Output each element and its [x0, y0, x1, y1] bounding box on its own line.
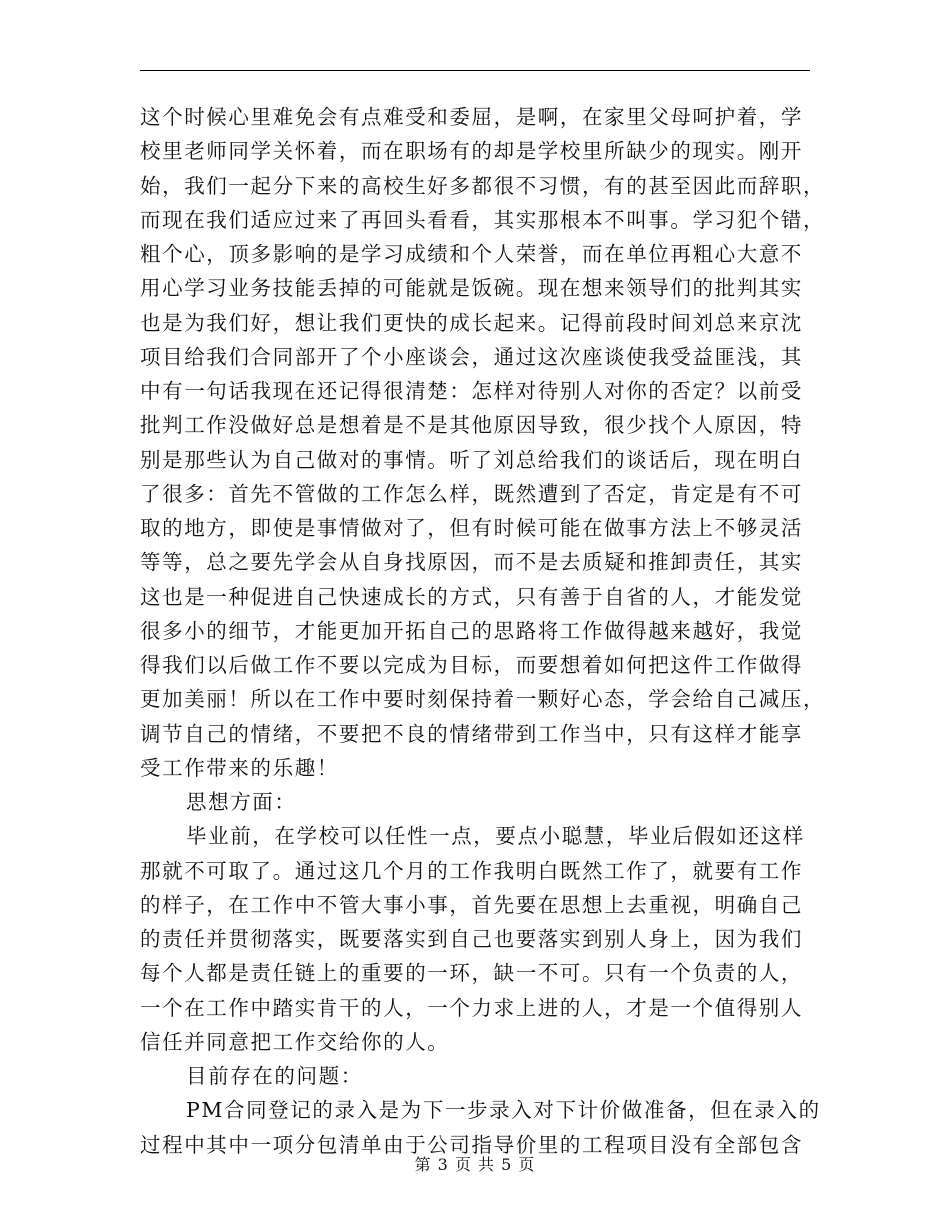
- text-line: 毕业前，在学校可以任性一点，要点小聪慧，毕业后假如还这样: [186, 824, 805, 849]
- text-line: 很多小的细节，才能更加开拓自己的思路将工作做得越来越好，我觉: [140, 618, 803, 643]
- page-footer: 第 3 页 共 5 页: [414, 1155, 536, 1174]
- text-line: 取的地方，即使是事情做对了，但有时候可能在做事方法上不够灵活: [140, 516, 803, 540]
- text-line: PM合同登记的录入是为下一步录入对下计价做准备，但在录入的: [186, 1098, 821, 1123]
- text-line: 思想方面：: [186, 790, 297, 814]
- text-line: 粗个心，顶多影响的是学习成绩和个人荣誉，而在单位再粗心大意不: [140, 242, 803, 266]
- text-line: 了很多：首先不管做的工作怎么样，既然遭到了否定，肯定是有不可: [140, 481, 803, 506]
- text-line: 项目给我们合同部开了个小座谈会，通过这次座谈使我受益匪浅，其: [140, 344, 803, 369]
- text-line: 更加美丽！所以在工作中要时刻保持着一颗好心态，学会给自己减压，: [140, 687, 826, 712]
- text-line: 这也是一种促进自己快速成长的方式，只有善于自省的人，才能发觉: [140, 584, 803, 609]
- text-line: 而现在我们适应过来了再回头看看，其实那根本不叫事。学习犯个错，: [140, 207, 826, 232]
- text-line: 那就不可取了。通过这几个月的工作我明白既然工作了，就要有工作: [140, 858, 803, 883]
- text-line: 别是那些认为自己做对的事情。听了刘总给我们的谈话后，现在明白: [140, 447, 803, 472]
- text-line: 始，我们一起分下来的高校生好多都很不习惯，有的甚至因此而辞职，: [140, 173, 826, 198]
- text-line: 中有一句话我现在还记得很清楚：怎样对待别人对你的否定？以前受: [140, 379, 803, 403]
- body-text: [140, 100, 826, 1162]
- text-line: 也是为我们好，想让我们更快的成长起来。记得前段时间刘总来京沈: [140, 310, 803, 335]
- text-line: 一个在工作中踏实肯干的人，一个力求上进的人，才是一个值得别人: [140, 995, 803, 1020]
- header-rule: [140, 70, 810, 71]
- text-line: 信任并同意把工作交给你的人。: [140, 1029, 450, 1054]
- text-line: 等等，总之要先学会从自身找原因，而不是去质疑和推卸责任，其实: [140, 550, 803, 575]
- text-line: 用心学习业务技能丢掉的可能就是饭碗。现在想来领导们的批判其实: [140, 276, 803, 301]
- text-line: 批判工作没做好总是想着是不是其他原因导致，很少找个人原因，特: [140, 413, 803, 438]
- text-line: 的样子，在工作中不管大事小事，首先要在思想上去重视，明确自己: [140, 892, 803, 917]
- text-line: 这个时候心里难免会有点难受和委屈，是啊，在家里父母呵护着，学: [140, 105, 803, 129]
- text-line: 受工作带来的乐趣！: [140, 755, 339, 780]
- text-line: 过程中其中一项分包清单由于公司指导价里的工程项目没有全部包含: [140, 1132, 803, 1157]
- text-line: 调节自己的情绪，不要把不良的情绪带到工作当中，只有这样才能享: [140, 721, 803, 746]
- text-line: 校里老师同学关怀着，而在职场有的却是学校里所缺少的现实。刚开: [140, 139, 803, 164]
- text-line: 目前存在的问题：: [186, 1064, 363, 1088]
- text-line: 的责任并贯彻落实，既要落实到自己也要落实到别人身上，因为我们: [140, 927, 803, 951]
- text-line: 得我们以后做工作不要以完成为目标，而要想着如何把这件工作做得: [140, 653, 803, 677]
- text-line: 每个人都是责任链上的重要的一环，缺一不可。只有一个负责的人，: [140, 961, 803, 986]
